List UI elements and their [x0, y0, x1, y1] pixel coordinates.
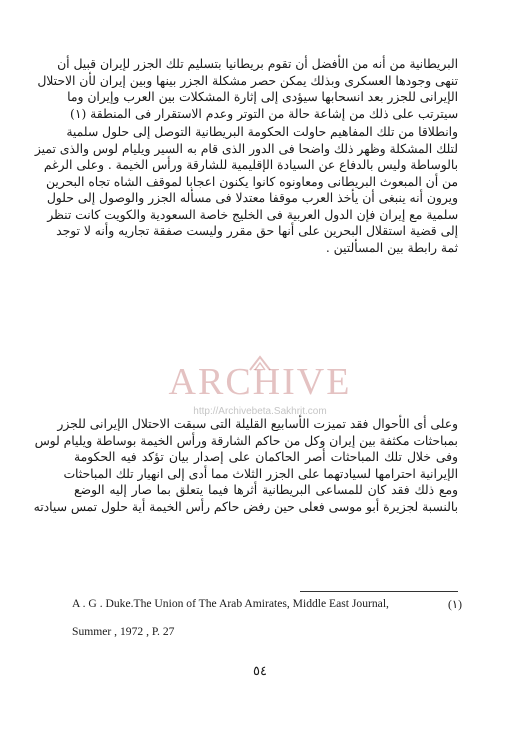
text-line: سيترتب على ذلك من إشاعة حالة من التوتر وعدم الاستقرار فى المنطقة (١) — [70, 106, 458, 121]
text-line: بمباحثات مكثفة بين إيران وكل من حاكم الشارقة ورأس الخيمة بوساطة ويليام لوس — [34, 433, 458, 448]
text-line: البريطانية من أنه من الأفضل أن تقوم بريطانيا بتسليم تلك الجزر لإيران قبيل أن — [57, 57, 458, 71]
footnote-divider — [300, 591, 458, 592]
text-line: الإيرانى للجزر بعد انسحابها سيؤدى إلى إثارة المشكلات بين العرب وإيران وما — [67, 90, 458, 104]
text-line: وانطلاقا من تلك المفاهيم حاولت الحكومة البريطانية التوصل إلى حلول سلمية — [66, 125, 458, 139]
archive-logo-icon — [246, 354, 274, 372]
page-number: ٥٤ — [253, 664, 267, 679]
text-line: من أن المبعوث البريطانى ومعاونوه كانوا يكنون اعجابا لموقف الشاه تجاه البحرين — [46, 174, 458, 189]
text-line: بالوساطة وليس بالدفاع عن السيادة الإقليمية للشارقة ورأس الخيمة . وعلى الرغم — [43, 158, 458, 172]
paragraph-3 — [33, 416, 458, 515]
text-line: سلمية مع إيران فإن الدول العربية فى الخليج خاصة السعودية والكويت كانت تنظر — [47, 207, 458, 222]
watermark-url: http://Archivebeta.Sakhrit.com — [193, 406, 327, 417]
text-line: ثمة رابطة بين المسألتين . — [325, 240, 458, 255]
paragraph-2 — [34, 124, 458, 256]
text-line: ومع ذلك فقد كان للمساعى البريطانية أثرها فيما يتعلق بما صار إليه الوضع — [74, 483, 458, 497]
text-line: ويرون أنه ينبغى أن يأخذ العرب موقفا معتدلا فى مسأله الجزر والوصول إلى حلول — [46, 191, 458, 205]
footnote-citation: A . G . Duke.The Union of The Arab Amirates, Middle East Journal, — [72, 597, 389, 610]
text-line: لتلك المشكلة وظهر ذلك واضحا فى الدور الذى قام به السير ويليام لوس والذى تميز — [34, 141, 458, 156]
footnote-1-continuation: Summer , 1972 , P. 27 — [72, 625, 175, 638]
text-line: إلى قضية استقلال البحرين على أنها حق مقرر وليست صفقة تجاريه وأنه لا توجد — [56, 224, 458, 238]
text-line: بالنسبة لجزيرة أبو موسى فعلى حين رفض حاكم رأس الخيمة أية حلول تمس سيادته — [33, 499, 458, 514]
footnote-marker: (١) — [448, 598, 462, 611]
text-line: وعلى أى الأحوال فقد تميزت الأسابيع القليلة التى سبقت الاحتلال الإيرانى للجزر — [57, 417, 458, 431]
text-line: تنهى وجودها العسكرى وبذلك يمكن حصر مشكلة الجزر بينها وبين إيران لأن الاحتلال — [37, 73, 458, 88]
footnote-1 — [72, 597, 462, 611]
text-line: الإيرانية احترامها لسيادتهما على الجزر الثلاث مما أدى إلى انهيار تلك المباحثات — [63, 466, 458, 481]
watermark-title: ARCHIVE — [168, 361, 352, 403]
text-line: وفى خلال تلك المباحثات أصر الحاكمان على إصدار بيان تؤكد فيه الحكومة — [74, 450, 458, 464]
paragraph-1 — [37, 56, 458, 122]
